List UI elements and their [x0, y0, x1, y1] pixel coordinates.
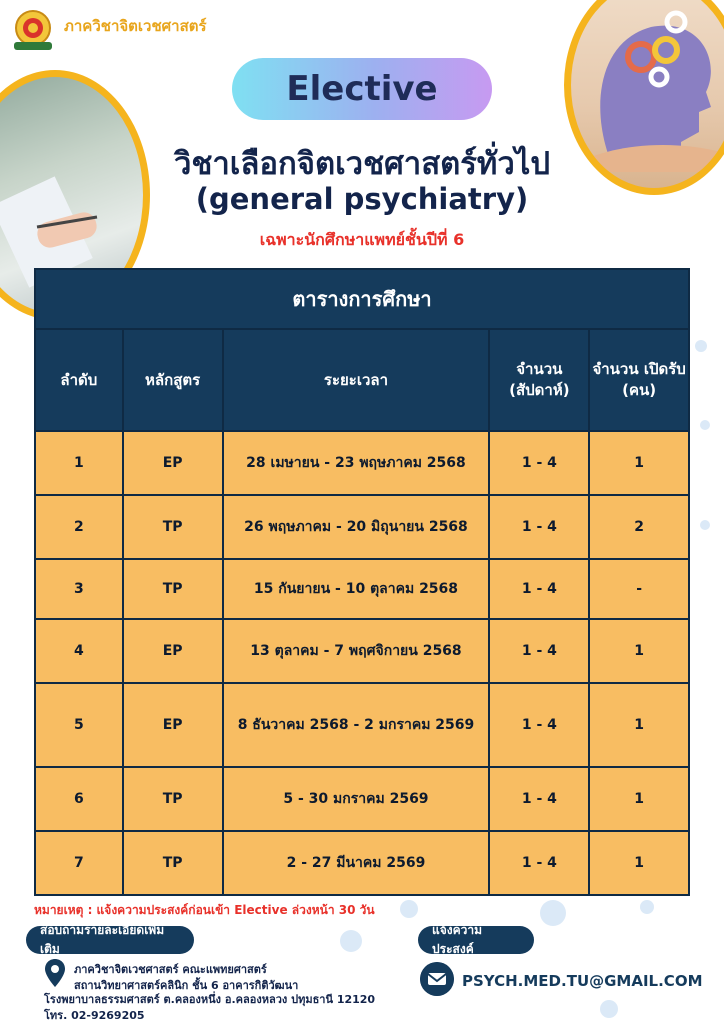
cell-seats: 1 — [589, 683, 689, 767]
page-subtitle: เฉพาะนักศึกษาแพทย์ชั้นปีที่ 6 — [259, 230, 465, 249]
cell-period: 13 ตุลาคม - 7 พฤศจิกายน 2568 — [223, 619, 490, 683]
table-row — [35, 683, 689, 767]
elective-badge — [232, 58, 492, 120]
contact-email[interactable]: PSYCH.MED.TU@GMAIL.COM — [462, 972, 703, 990]
column-header-seats: จำนวน เปิดรับ (คน) — [589, 329, 689, 431]
table-row — [35, 559, 689, 619]
request-label: แจ้งความประสงค์ — [418, 926, 534, 954]
cell-seats: 1 — [589, 831, 689, 895]
cell-period: 26 พฤษภาคม - 20 มิถุนายน 2568 — [223, 495, 490, 559]
table-row — [35, 431, 689, 495]
table-row — [35, 495, 689, 559]
footnote: หมายเหตุ : แจ้งความประสงค์ก่อนเข้า Elective ล่วงหน้า 30 วัน — [34, 903, 375, 917]
table-row — [35, 767, 689, 831]
table-caption: ตารางการศึกษา — [35, 269, 689, 329]
cell-number: 1 — [35, 431, 123, 495]
table-row — [35, 619, 689, 683]
cell-number: 5 — [35, 683, 123, 767]
cell-number: 6 — [35, 767, 123, 831]
cell-course: TP — [123, 767, 223, 831]
cell-course: TP — [123, 831, 223, 895]
cell-weeks: 1 - 4 — [489, 559, 589, 619]
cell-number: 2 — [35, 495, 123, 559]
cell-course: EP — [123, 431, 223, 495]
decor-dot — [695, 340, 707, 352]
column-header-course: หลักสูตร — [123, 329, 223, 431]
university-seal-icon — [8, 8, 58, 54]
mail-icon — [420, 962, 454, 996]
column-header-number: ลำดับ — [35, 329, 123, 431]
cell-period: 5 - 30 มกราคม 2569 — [223, 767, 490, 831]
cell-weeks: 1 - 4 — [489, 683, 589, 767]
cell-course: EP — [123, 683, 223, 767]
address-line: ภาควิชาจิตเวชศาสตร์ คณะแพทยศาสตร์ — [74, 963, 267, 976]
decor-dot — [540, 900, 566, 926]
page-title-thai: วิชาเลือกจิตเวชศาสตร์ทั่วไป — [173, 146, 551, 182]
cell-weeks: 1 - 4 — [489, 495, 589, 559]
cell-weeks: 1 - 4 — [489, 619, 589, 683]
cell-course: TP — [123, 495, 223, 559]
cell-weeks: 1 - 4 — [489, 831, 589, 895]
cell-course: EP — [123, 619, 223, 683]
cell-seats: - — [589, 559, 689, 619]
cell-number: 3 — [35, 559, 123, 619]
elective-badge-label: Elective — [286, 69, 438, 109]
cell-period: 15 กันยายน - 10 ตุลาคม 2568 — [223, 559, 490, 619]
address-block — [74, 962, 298, 994]
decor-dot — [700, 420, 710, 430]
decor-dot — [600, 1000, 618, 1018]
page-title-english: (general psychiatry) — [195, 182, 529, 216]
cell-period: 28 เมษายน - 23 พฤษภาคม 2568 — [223, 431, 490, 495]
column-header-weeks: จำนวน (สัปดาห์) — [489, 329, 589, 431]
decor-dot — [640, 900, 654, 914]
department-name: ภาควิชาจิตเวชศาสตร์ — [64, 17, 207, 35]
phone-number: โทร. 02-9269205 — [44, 1008, 145, 1022]
decor-dot — [340, 930, 362, 952]
location-pin-icon — [44, 958, 66, 988]
cell-seats: 1 — [589, 767, 689, 831]
cell-weeks: 1 - 4 — [489, 767, 589, 831]
cell-seats: 1 — [589, 431, 689, 495]
column-header-period: ระยะเวลา — [223, 329, 490, 431]
cell-number: 4 — [35, 619, 123, 683]
schedule-table — [34, 268, 690, 896]
address-line: สถานวิทยาศาสตร์คลินิก ชั้น 6 อาคารกิติวัฒนา — [74, 978, 299, 992]
cell-number: 7 — [35, 831, 123, 895]
cell-period: 8 ธันวาคม 2568 - 2 มกราคม 2569 — [223, 683, 490, 767]
cell-period: 2 - 27 มีนาคม 2569 — [223, 831, 490, 895]
cell-seats: 1 — [589, 619, 689, 683]
more-info-label: สอบถามรายละเอียดเพิ่มเติม — [26, 926, 194, 954]
cell-seats: 2 — [589, 495, 689, 559]
cell-course: TP — [123, 559, 223, 619]
address-block-lower — [44, 992, 375, 1024]
cell-weeks: 1 - 4 — [489, 431, 589, 495]
table-row — [35, 831, 689, 895]
decor-dot — [400, 900, 418, 918]
address-line: โรงพยาบาลธรรมศาสตร์ ต.คลองหนึ่ง อ.คลองหลวง ปทุมธานี 12120 — [44, 993, 376, 1006]
decor-dot — [700, 520, 710, 530]
